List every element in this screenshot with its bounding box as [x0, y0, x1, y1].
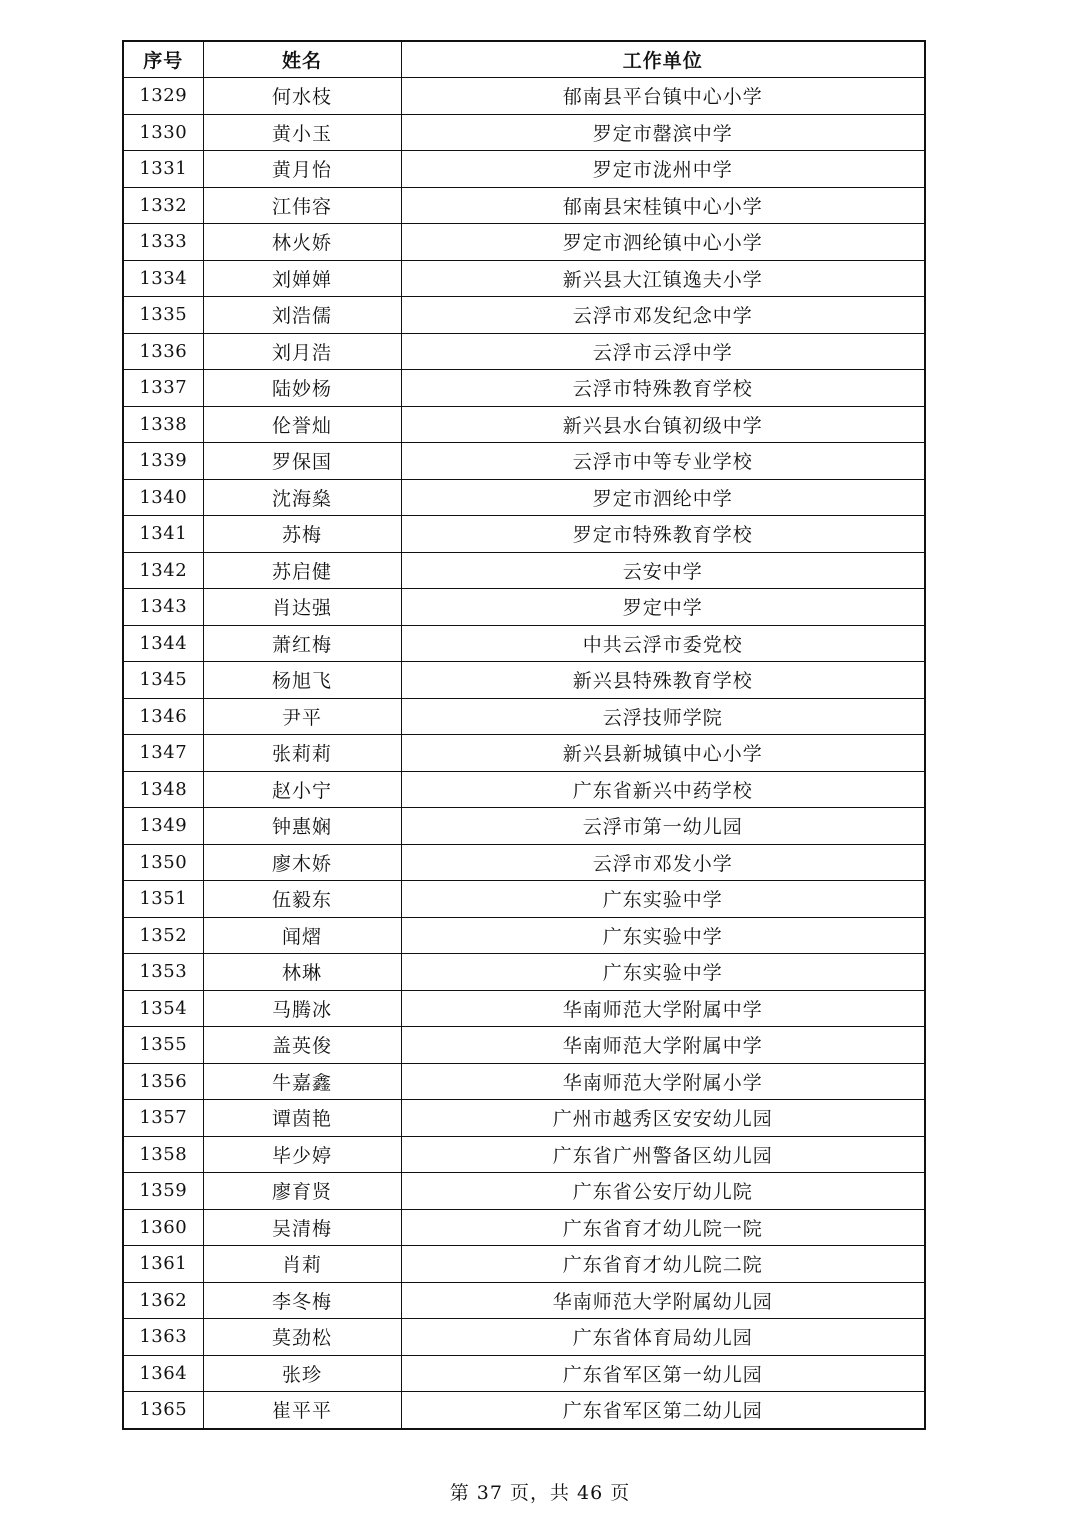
- work-unit-cell: 华南师范大学附属幼儿园: [401, 1282, 925, 1319]
- table-row: [123, 1319, 925, 1356]
- table-row: [123, 114, 925, 151]
- name-cell: 毕少婷: [203, 1136, 401, 1173]
- work-unit-cell: 广东省军区第一幼儿园: [401, 1355, 925, 1392]
- serial-number-cell: 1354: [123, 990, 203, 1027]
- serial-number-cell: 1360: [123, 1209, 203, 1246]
- serial-number-cell: 1352: [123, 917, 203, 954]
- serial-number-cell: 1338: [123, 406, 203, 443]
- personnel-table: [122, 40, 926, 1430]
- table-row: [123, 1063, 925, 1100]
- work-unit-cell: 罗定中学: [401, 589, 925, 626]
- serial-number-cell: 1335: [123, 297, 203, 334]
- work-unit-cell: 新兴县特殊教育学校: [401, 662, 925, 699]
- work-unit-cell: 云浮市邓发纪念中学: [401, 297, 925, 334]
- serial-number-cell: 1350: [123, 844, 203, 881]
- name-cell: 廖育贤: [203, 1173, 401, 1210]
- work-unit-cell: 罗定市罄滨中学: [401, 114, 925, 151]
- table-row: [123, 516, 925, 553]
- name-cell: 吴清梅: [203, 1209, 401, 1246]
- work-unit-cell: 广东实验中学: [401, 954, 925, 991]
- name-cell: 罗保国: [203, 443, 401, 480]
- header-work-unit: 工作单位: [401, 41, 925, 78]
- name-cell: 杨旭飞: [203, 662, 401, 699]
- name-cell: 刘月浩: [203, 333, 401, 370]
- name-cell: 牛嘉鑫: [203, 1063, 401, 1100]
- serial-number-cell: 1361: [123, 1246, 203, 1283]
- work-unit-cell: 罗定市泗纶镇中心小学: [401, 224, 925, 261]
- table-row: [123, 479, 925, 516]
- table-row: [123, 735, 925, 772]
- name-cell: 肖达强: [203, 589, 401, 626]
- table-row: [123, 1100, 925, 1137]
- work-unit-cell: 云浮市云浮中学: [401, 333, 925, 370]
- serial-number-cell: 1331: [123, 151, 203, 188]
- table-row: [123, 552, 925, 589]
- serial-number-cell: 1344: [123, 625, 203, 662]
- table-row: [123, 443, 925, 480]
- work-unit-cell: 华南师范大学附属中学: [401, 990, 925, 1027]
- table-row: [123, 187, 925, 224]
- table-row: [123, 260, 925, 297]
- work-unit-cell: 华南师范大学附属中学: [401, 1027, 925, 1064]
- name-cell: 苏启健: [203, 552, 401, 589]
- name-cell: 江伟容: [203, 187, 401, 224]
- work-unit-cell: 广东实验中学: [401, 881, 925, 918]
- name-cell: 谭茵艳: [203, 1100, 401, 1137]
- name-cell: 赵小宁: [203, 771, 401, 808]
- work-unit-cell: 罗定市泷州中学: [401, 151, 925, 188]
- name-cell: 李冬梅: [203, 1282, 401, 1319]
- work-unit-cell: 广东省育才幼儿院二院: [401, 1246, 925, 1283]
- table-row: [123, 1282, 925, 1319]
- table-row: [123, 1246, 925, 1283]
- work-unit-cell: 罗定市泗纶中学: [401, 479, 925, 516]
- name-cell: 陆妙杨: [203, 370, 401, 407]
- table-row: [123, 406, 925, 443]
- work-unit-cell: 云浮技师学院: [401, 698, 925, 735]
- table-row: [123, 297, 925, 334]
- table-row: [123, 1136, 925, 1173]
- serial-number-cell: 1363: [123, 1319, 203, 1356]
- work-unit-cell: 云浮市特殊教育学校: [401, 370, 925, 407]
- serial-number-cell: 1334: [123, 260, 203, 297]
- table-row: [123, 771, 925, 808]
- work-unit-cell: 中共云浮市委党校: [401, 625, 925, 662]
- serial-number-cell: 1332: [123, 187, 203, 224]
- serial-number-cell: 1351: [123, 881, 203, 918]
- work-unit-cell: 广东省公安厅幼儿院: [401, 1173, 925, 1210]
- name-cell: 萧红梅: [203, 625, 401, 662]
- serial-number-cell: 1364: [123, 1355, 203, 1392]
- header-name: 姓名: [203, 41, 401, 78]
- serial-number-cell: 1348: [123, 771, 203, 808]
- table-row: [123, 625, 925, 662]
- serial-number-cell: 1345: [123, 662, 203, 699]
- page-number-footer: 第 37 页，共 46 页: [449, 1482, 631, 1504]
- table-row: [123, 1392, 925, 1429]
- serial-number-cell: 1336: [123, 333, 203, 370]
- work-unit-cell: 广东省新兴中药学校: [401, 771, 925, 808]
- name-cell: 沈海燊: [203, 479, 401, 516]
- work-unit-cell: 广东省军区第二幼儿园: [401, 1392, 925, 1429]
- table-row: [123, 881, 925, 918]
- serial-number-cell: 1353: [123, 954, 203, 991]
- work-unit-cell: 郁南县宋桂镇中心小学: [401, 187, 925, 224]
- serial-number-cell: 1339: [123, 443, 203, 480]
- serial-number-cell: 1356: [123, 1063, 203, 1100]
- serial-number-cell: 1341: [123, 516, 203, 553]
- work-unit-cell: 新兴县大江镇逸夫小学: [401, 260, 925, 297]
- table-row: [123, 370, 925, 407]
- work-unit-cell: 新兴县新城镇中心小学: [401, 735, 925, 772]
- table-row: [123, 662, 925, 699]
- serial-number-cell: 1359: [123, 1173, 203, 1210]
- table-row: [123, 808, 925, 845]
- serial-number-cell: 1355: [123, 1027, 203, 1064]
- serial-number-cell: 1358: [123, 1136, 203, 1173]
- work-unit-cell: 云浮市第一幼儿园: [401, 808, 925, 845]
- name-cell: 尹平: [203, 698, 401, 735]
- work-unit-cell: 郁南县平台镇中心小学: [401, 78, 925, 115]
- name-cell: 伦誉灿: [203, 406, 401, 443]
- serial-number-cell: 1337: [123, 370, 203, 407]
- name-cell: 刘浩儒: [203, 297, 401, 334]
- name-cell: 盖英俊: [203, 1027, 401, 1064]
- header-serial-number: 序号: [123, 41, 203, 78]
- serial-number-cell: 1347: [123, 735, 203, 772]
- name-cell: 闻熠: [203, 917, 401, 954]
- table-row: [123, 1209, 925, 1246]
- table-row: [123, 1173, 925, 1210]
- name-cell: 苏梅: [203, 516, 401, 553]
- serial-number-cell: 1330: [123, 114, 203, 151]
- table-row: [123, 698, 925, 735]
- serial-number-cell: 1329: [123, 78, 203, 115]
- table-row: [123, 589, 925, 626]
- work-unit-cell: 新兴县水台镇初级中学: [401, 406, 925, 443]
- work-unit-cell: 广东省体育局幼儿园: [401, 1319, 925, 1356]
- name-cell: 马腾冰: [203, 990, 401, 1027]
- name-cell: 张莉莉: [203, 735, 401, 772]
- table-row: [123, 224, 925, 261]
- name-cell: 张珍: [203, 1355, 401, 1392]
- name-cell: 黄小玉: [203, 114, 401, 151]
- work-unit-cell: 广东省广州警备区幼儿园: [401, 1136, 925, 1173]
- work-unit-cell: 罗定市特殊教育学校: [401, 516, 925, 553]
- table-row: [123, 954, 925, 991]
- table-header-row: [123, 41, 925, 78]
- name-cell: 肖莉: [203, 1246, 401, 1283]
- name-cell: 林火娇: [203, 224, 401, 261]
- table-row: [123, 1027, 925, 1064]
- serial-number-cell: 1340: [123, 479, 203, 516]
- serial-number-cell: 1357: [123, 1100, 203, 1137]
- work-unit-cell: 广东省育才幼儿院一院: [401, 1209, 925, 1246]
- serial-number-cell: 1365: [123, 1392, 203, 1429]
- name-cell: 莫劲松: [203, 1319, 401, 1356]
- work-unit-cell: 云安中学: [401, 552, 925, 589]
- serial-number-cell: 1346: [123, 698, 203, 735]
- work-unit-cell: 云浮市中等专业学校: [401, 443, 925, 480]
- work-unit-cell: 华南师范大学附属小学: [401, 1063, 925, 1100]
- table-row: [123, 333, 925, 370]
- table-row: [123, 917, 925, 954]
- serial-number-cell: 1333: [123, 224, 203, 261]
- serial-number-cell: 1342: [123, 552, 203, 589]
- table-body: [123, 78, 925, 1429]
- serial-number-cell: 1362: [123, 1282, 203, 1319]
- name-cell: 廖木娇: [203, 844, 401, 881]
- table-row: [123, 990, 925, 1027]
- serial-number-cell: 1343: [123, 589, 203, 626]
- name-cell: 何水枝: [203, 78, 401, 115]
- table-row: [123, 1355, 925, 1392]
- document-page: [122, 40, 924, 1430]
- table-row: [123, 151, 925, 188]
- name-cell: 黄月怡: [203, 151, 401, 188]
- name-cell: 钟惠娴: [203, 808, 401, 845]
- name-cell: 伍毅东: [203, 881, 401, 918]
- name-cell: 林琳: [203, 954, 401, 991]
- work-unit-cell: 广州市越秀区安安幼儿园: [401, 1100, 925, 1137]
- work-unit-cell: 广东实验中学: [401, 917, 925, 954]
- serial-number-cell: 1349: [123, 808, 203, 845]
- name-cell: 刘婵婵: [203, 260, 401, 297]
- table-row: [123, 844, 925, 881]
- work-unit-cell: 云浮市邓发小学: [401, 844, 925, 881]
- table-row: [123, 78, 925, 115]
- name-cell: 崔平平: [203, 1392, 401, 1429]
